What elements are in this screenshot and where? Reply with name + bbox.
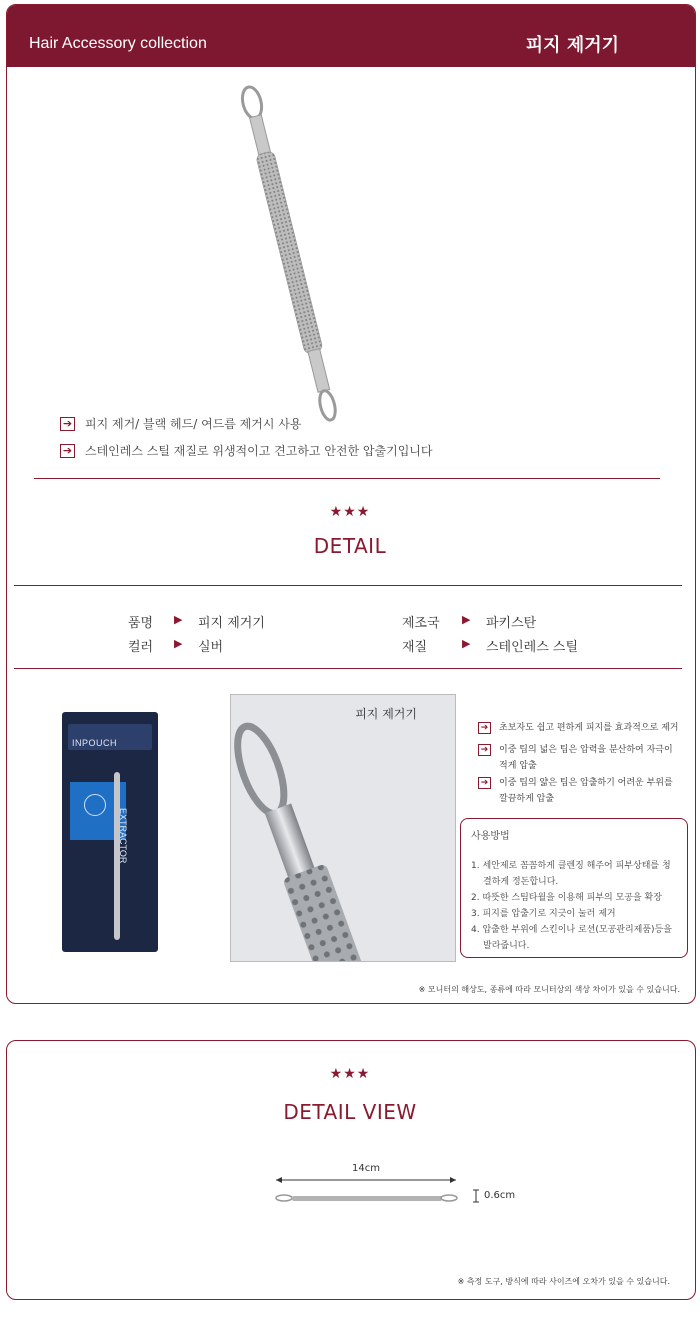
extractor-tool-image [160,80,420,430]
spec-color-value: 실버 [198,640,224,655]
arrow-right-icon: ➔ [478,744,491,756]
spec-origin-value: 파키스탄 [486,616,537,631]
feature-item: ➔ 이중 팁의 넓은 팁은 압력을 분산하여 자극이 적게 압출 [478,742,673,774]
stars-icon: ★★★ [329,1066,371,1082]
section-title-detail-view: DETAIL VIEW [283,1100,417,1124]
divider [14,668,682,669]
spec-material-value: 스테인레스 스틸 [486,640,579,655]
arrow-right-icon: ➔ [478,777,491,789]
monitor-note: ※ 모니터의 해상도, 종류에 따라 모니터상의 색상 차이가 있을 수 있습니다. [418,985,680,994]
length-label: 14cm [352,1163,380,1174]
width-marker-icon [472,1189,480,1203]
usage-step: 2. 따뜻한 스팀타월을 이용해 피부의 모공을 확장 [471,893,662,903]
width-label: 0.6cm [484,1190,516,1201]
package-brand: INPOUCH [72,738,118,748]
usage-step: 4. 압출한 부위에 스킨이나 로션(모공관리제품)등을 발라줍니다. [471,925,672,951]
extractor-closeup-image [231,695,456,962]
header-bar [7,5,695,67]
feature-item: ➔ 이중 팁의 얇은 팁은 압출하기 어려운 부위를 깔끔하게 압출 [478,775,673,807]
measurement-note: ※ 측정 도구, 방식에 따라 사이즈에 오차가 있을 수 있습니다. [457,1277,670,1286]
zoom-label: 피지 제거기 [355,707,417,721]
spec-name-value: 피지 제거기 [198,616,265,631]
stars-icon: ★★★ [329,504,371,520]
triangle-icon: ▶ [462,637,471,650]
zoom-image [230,694,456,962]
arrow-right-icon: ➔ [60,417,75,431]
usage-step: 1. 세안제로 꼼꼼하게 클렌징 해주어 피부상태를 청결하게 정돈합니다. [471,861,671,887]
section-title-detail: DETAIL [313,534,387,558]
triangle-icon: ▶ [462,613,471,626]
dimension-drawing [270,1176,466,1206]
usage-box [460,818,688,958]
collection-title: Hair Accessory collection [29,35,207,52]
spec-name-label: 품명 [128,616,154,631]
usage-title: 사용방법 [471,831,510,842]
spec-origin-label: 제조국 [402,616,440,631]
product-title: 피지 제거기 [525,35,619,56]
package-side-text: EXTRACTOR [118,808,128,864]
divider [34,478,660,479]
arrow-right-icon: ➔ [60,444,75,458]
usage-step: 3. 피지를 압출기로 지긋이 눌러 제거 [471,909,616,919]
spec-color-label: 컬러 [128,640,154,655]
intro-bullet: ➔ 스테인레스 스틸 재질로 위생적이고 견고하고 안전한 압출기입니다 [60,442,432,459]
package-image [62,712,158,952]
spec-material-label: 재질 [402,640,428,655]
divider [14,585,682,586]
triangle-icon: ▶ [174,637,183,650]
feature-item: ➔ 초보자도 쉽고 편하게 피지를 효과적으로 제거 [478,720,679,736]
intro-bullet: ➔ 피지 제거/ 블랙 헤드/ 여드름 제거시 사용 [60,415,301,432]
arrow-right-icon: ➔ [478,722,491,734]
triangle-icon: ▶ [174,613,183,626]
